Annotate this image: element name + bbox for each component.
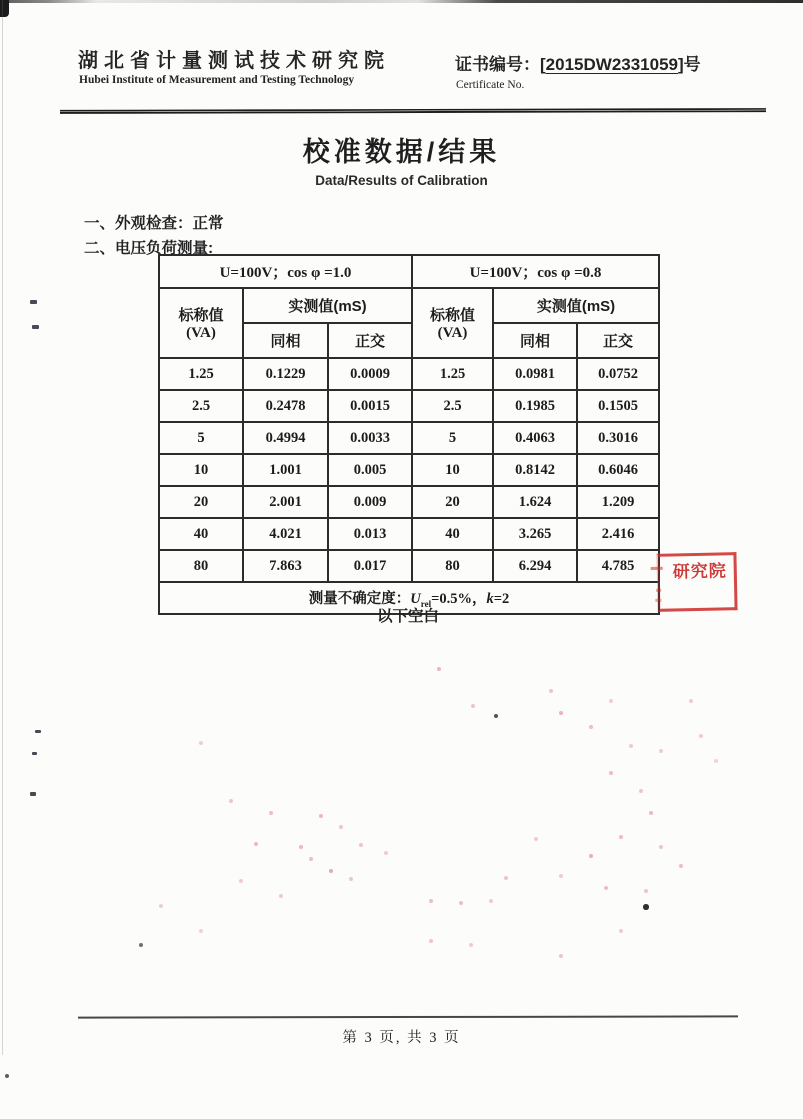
cell-inphase-left: 7.863 <box>243 550 328 582</box>
certificate-number-value: 2015DW2331059 <box>545 55 678 74</box>
cell-quadrature-left: 0.013 <box>328 518 412 550</box>
cell-nominal-left: 2.5 <box>159 390 243 422</box>
cell-inphase-left: 0.4994 <box>243 422 328 454</box>
certificate-number-label: 证书编号： <box>455 55 540 74</box>
nominal-value-header-left <box>159 288 243 358</box>
cell-quadrature-left: 0.0033 <box>328 422 412 454</box>
certificate-number-bracket-close: ] <box>678 55 684 74</box>
table-row <box>159 486 659 518</box>
table-row <box>159 454 659 486</box>
table-row <box>159 390 659 422</box>
seal-text: 研究院 <box>672 561 727 582</box>
cell-inphase-right: 0.4063 <box>493 422 577 454</box>
scan-top-edge <box>0 0 803 3</box>
measured-value-header-left: 实测值(mS) <box>243 288 412 323</box>
section-item-voltage-load: 二、电压负荷测量: <box>84 240 214 257</box>
institute-red-seal <box>656 552 737 612</box>
cell-nominal-left: 80 <box>159 550 243 582</box>
uncertainty-prefix: 测量不确定度： <box>308 591 411 608</box>
cell-quadrature-right: 2.416 <box>577 518 659 550</box>
cell-nominal-right: 80 <box>412 550 493 582</box>
cell-nominal-right: 5 <box>412 422 493 454</box>
nominal-label: 标称值 <box>429 307 475 324</box>
page-number: 第 3 页, 共 3 页 <box>342 1030 461 1046</box>
cell-nominal-right: 10 <box>412 454 493 486</box>
calibration-data-table <box>158 254 660 615</box>
scan-mark <box>30 300 37 304</box>
section-item-appearance-check: 一、外观检查：正常 <box>84 215 224 232</box>
cell-inphase-left: 4.021 <box>243 518 328 550</box>
group1-condition-header: U=100V；cos φ =1.0 <box>159 255 412 288</box>
header-divider-rule <box>60 108 766 114</box>
cell-inphase-right: 0.1985 <box>493 390 577 422</box>
page-title: 校准数据/结果 <box>302 137 501 167</box>
cell-nominal-right: 1.25 <box>412 358 493 390</box>
cell-quadrature-left: 0.0015 <box>328 390 412 422</box>
cell-inphase-left: 0.1229 <box>243 358 328 390</box>
cell-inphase-right: 0.0981 <box>493 358 577 390</box>
cell-quadrature-right: 0.6046 <box>577 454 659 486</box>
cell-inphase-right: 3.265 <box>493 518 577 550</box>
cell-quadrature-right: 0.3016 <box>577 422 659 454</box>
cell-quadrature-left: 0.005 <box>328 454 412 486</box>
cell-nominal-left: 20 <box>159 486 243 518</box>
cell-inphase-left: 1.001 <box>243 454 328 486</box>
table-row <box>159 422 659 454</box>
uncertainty-k-symbol: k <box>486 591 494 608</box>
cell-quadrature-left: 0.009 <box>328 486 412 518</box>
cell-nominal-right: 40 <box>412 518 493 550</box>
inphase-header-right: 同相 <box>493 323 577 358</box>
scan-mark <box>32 752 37 755</box>
cell-quadrature-right: 0.1505 <box>577 390 659 422</box>
table-row-column-headers-1 <box>159 288 659 323</box>
cell-quadrature-right: 0.0752 <box>577 358 659 390</box>
cell-nominal-right: 2.5 <box>412 390 493 422</box>
nominal-value-header-right <box>412 288 493 358</box>
quadrature-header-right: 正交 <box>577 323 659 358</box>
certificate-number-suffix: 号 <box>683 55 701 74</box>
cell-inphase-right: 6.294 <box>493 550 577 582</box>
scan-noise <box>0 0 2 2</box>
cell-inphase-right: 0.8142 <box>493 454 577 486</box>
uncertainty-u-symbol: U <box>410 591 421 608</box>
nominal-label: 标称值 <box>178 307 224 324</box>
quadrature-header-left: 正交 <box>328 323 412 358</box>
cell-quadrature-right: 4.785 <box>577 550 659 582</box>
table-row-group-headers <box>159 255 659 288</box>
cell-nominal-right: 20 <box>412 486 493 518</box>
institute-name-en: Hubei Institute of Measurement and Testing Technology <box>79 74 355 86</box>
blank-below-note: 以下空白 <box>376 608 439 625</box>
uncertainty-u-value: =0.5%， <box>431 591 487 608</box>
nominal-unit: (VA) <box>186 325 216 341</box>
cell-quadrature-right: 1.209 <box>577 486 659 518</box>
certificate-number-line <box>455 50 701 75</box>
certificate-number-label-en: Certificate No. <box>456 79 525 91</box>
certificate-number-bracket-open: [ <box>540 55 546 74</box>
cell-inphase-left: 2.001 <box>243 486 328 518</box>
scan-mark <box>32 325 39 329</box>
nominal-unit: (VA) <box>437 325 468 341</box>
cell-quadrature-left: 0.0009 <box>328 358 412 390</box>
inphase-header-left: 同相 <box>243 323 328 358</box>
cell-nominal-left: 1.25 <box>159 358 243 390</box>
table-row <box>159 358 659 390</box>
group2-condition-header: U=100V；cos φ =0.8 <box>412 255 659 288</box>
uncertainty-u-subscript: rel <box>420 598 432 609</box>
table-row <box>159 550 659 582</box>
footer-divider-rule <box>78 1015 738 1018</box>
cell-inphase-right: 1.624 <box>493 486 577 518</box>
scan-mark <box>35 730 41 733</box>
page-subtitle: Data/Results of Calibration <box>315 173 488 188</box>
table-row <box>159 518 659 550</box>
institute-name-cn: 湖北省计量测试技术研究院 <box>78 50 390 72</box>
cell-nominal-left: 5 <box>159 422 243 454</box>
scan-mark <box>30 792 36 796</box>
cell-nominal-left: 10 <box>159 454 243 486</box>
cell-quadrature-left: 0.017 <box>328 550 412 582</box>
seal-edge-mark <box>655 599 661 602</box>
cell-nominal-left: 40 <box>159 518 243 550</box>
cell-inphase-left: 0.2478 <box>243 390 328 422</box>
measured-value-header-right: 实测值(mS) <box>493 288 659 323</box>
seal-edge-mark <box>656 589 661 592</box>
uncertainty-k-value: =2 <box>493 591 510 608</box>
